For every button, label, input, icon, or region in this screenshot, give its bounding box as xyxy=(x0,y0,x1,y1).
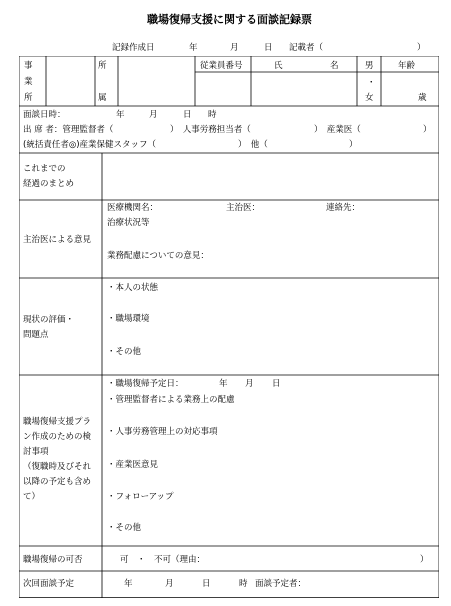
dept-label-1: 所 xyxy=(98,61,107,71)
history-label-1: これまでの xyxy=(23,164,66,174)
plan-item-supervisor: ・管理監督者による業務上の配慮 xyxy=(107,395,235,405)
next-month-label: 月 xyxy=(165,579,174,589)
plan-label-6: て） xyxy=(23,492,41,502)
interview-hour-label: 時 xyxy=(208,110,217,120)
interview-month-label: 月 xyxy=(149,110,158,120)
others-label: ） 他（ xyxy=(238,140,268,150)
age-label: 年齢 xyxy=(398,61,416,71)
next-hour-label: 時 xyxy=(239,579,248,589)
sex-label-dot: ・ xyxy=(367,78,376,88)
physician-label: 主治医： xyxy=(226,203,261,213)
attendees-doctor-label: ） 産業医（ xyxy=(314,125,361,135)
sex-label-female: 女 xyxy=(365,93,374,103)
name-label-second: 名 xyxy=(330,61,339,71)
dept-label-2: 属 xyxy=(98,93,107,103)
evaluation-item-environment: ・職場環境 xyxy=(107,314,150,324)
office-label-3: 所 xyxy=(24,93,33,103)
decision-options: 可 ・ 不可（理由： xyxy=(120,555,206,565)
next-planner-label: 面談予定者： xyxy=(255,579,307,589)
age-unit-label: 歳 xyxy=(418,93,427,103)
name-label-first: 氏 xyxy=(274,61,283,71)
plan-item-other: ・その他 xyxy=(107,523,142,533)
attendees-hr-label: ） 人事労務担当者（ xyxy=(170,125,251,135)
next-interview-label: 次回面談予定 xyxy=(23,579,75,589)
opinion-label: 主治医による意見 xyxy=(23,235,92,245)
return-month-label: 月 xyxy=(245,379,254,389)
form-grid xyxy=(19,56,439,598)
sex-label-male: 男 xyxy=(365,61,374,71)
decision-close: ） xyxy=(420,555,429,565)
employee-number-label: 従業員番号 xyxy=(200,61,243,71)
evaluation-item-self: ・本人の状態 xyxy=(107,283,159,293)
form-title: 職場復帰支援に関する面談記録票 xyxy=(147,13,312,26)
plan-item-hr: ・人事労務管理上の対応事項 xyxy=(107,427,218,437)
history-label-2: 経過のまとめ xyxy=(23,179,75,189)
recorder-close: ） xyxy=(417,43,426,53)
plan-label-1: 職場復帰支援プラ xyxy=(23,417,92,427)
attendees-close: ） xyxy=(423,125,432,135)
return-year-label: 年 xyxy=(219,379,228,389)
plan-label-4: （復職時及びそれ xyxy=(23,462,92,472)
plan-item-doctor: ・産業医意見 xyxy=(107,460,159,470)
evaluation-label-2: 問題点 xyxy=(23,330,49,340)
contact-label: 連絡先： xyxy=(326,203,361,213)
plan-item-followup: ・フォローアップ xyxy=(107,492,174,502)
next-year-label: 年 xyxy=(124,579,133,589)
record-date-label: 記録作成日 xyxy=(112,43,155,53)
evaluation-item-other: ・その他 xyxy=(107,347,142,357)
plan-label-5: 以降の予定も含め xyxy=(23,477,92,487)
health-staff-label: (統括責任者◎)産業保健スタッフ（ xyxy=(23,140,157,150)
evaluation-label-1: 現状の評価・ xyxy=(23,315,75,325)
interview-day-label: 日 xyxy=(183,110,192,120)
interview-datetime-label: 面談日時： xyxy=(23,110,66,120)
recorder-label: 記載者（ xyxy=(289,43,324,53)
next-day-label: 日 xyxy=(202,579,211,589)
return-day-label: 日 xyxy=(272,379,281,389)
record-day-label: 日 xyxy=(264,43,273,53)
interview-year-label: 年 xyxy=(116,110,125,120)
attendees-supervisor-label: 出 席 者：管理監督者（ xyxy=(23,125,114,135)
work-consideration-label: 業務配慮についての意見： xyxy=(107,251,209,261)
office-label-1: 事 xyxy=(24,61,33,71)
plan-label-3: 討事項 xyxy=(23,447,49,457)
treatment-label: 治療状況等 xyxy=(107,218,150,228)
others-close: ） xyxy=(349,140,358,150)
record-year-label: 年 xyxy=(189,43,198,53)
office-label-2: 業 xyxy=(24,77,33,87)
return-date-label: ・職場復帰予定日： xyxy=(107,379,184,389)
decision-label: 職場復帰の可否 xyxy=(23,555,83,565)
facility-label: 医療機関名： xyxy=(107,203,159,213)
plan-label-2: ン作成のための検 xyxy=(23,432,92,442)
record-month-label: 月 xyxy=(230,43,239,53)
